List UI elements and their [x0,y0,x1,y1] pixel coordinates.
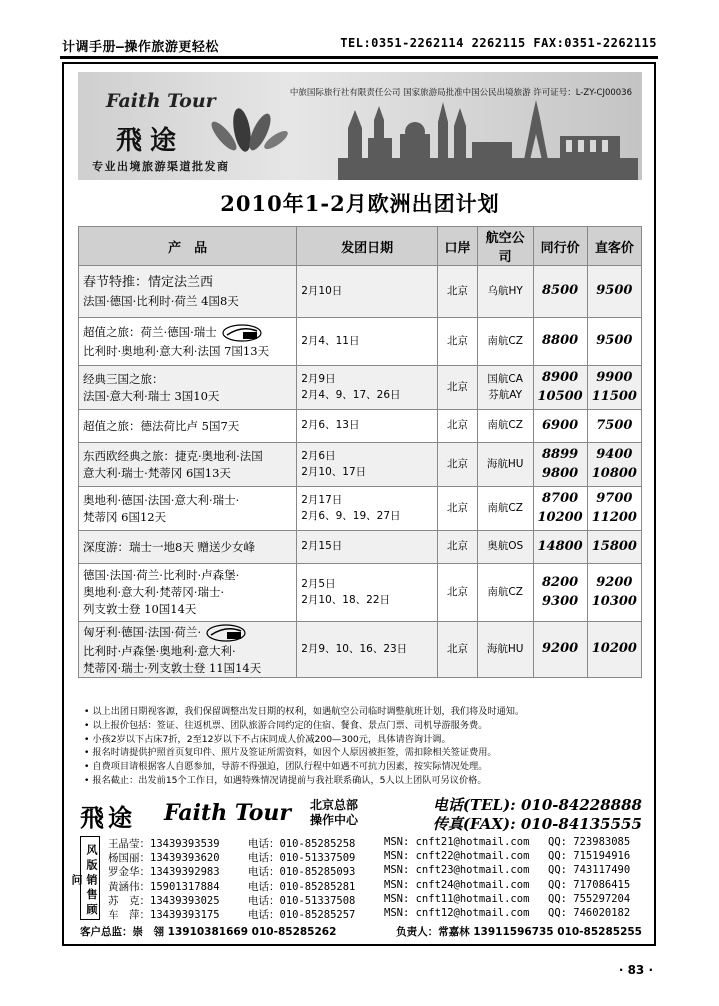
peer-price-cell [533,266,587,318]
direct-price: 11200 [591,509,637,525]
logo-chinese: 飛途 [116,126,185,156]
direct-price: 9500 [596,333,633,349]
product-line: 德国·法国·荷兰·比利时·卢森堡· [83,568,240,583]
departure-date-cell [297,266,438,318]
peer-price: 8500 [542,283,579,299]
column-header: 直客价 [587,227,641,266]
direct-price: 15800 [591,538,637,554]
contact-qq: QQ: 723983085 [548,836,631,848]
product-line: 法国·意大利·瑞士 3国10天 [83,388,220,403]
contact-tel: 电话：010-85285258 [248,838,356,850]
departure-date-cell [297,410,438,443]
port-cell: 北京 [438,366,478,410]
table-body [79,266,642,678]
note-line: • 报名截止：出发前15个工作日，如遇特殊情况请提前与我社联系确认，5人以上团队可另议价格。 [84,774,487,786]
airline: 海航HU [486,642,524,655]
table-row [79,531,642,564]
peer-price: 8800 [542,333,579,349]
peer-price: 8900 [542,369,579,385]
airline: 芬航AY [488,388,523,401]
column-header: 口岸 [438,227,478,266]
contact-name: 杨国丽：13439393620 [108,852,220,865]
hq-name [310,798,358,828]
product-line: 春节特推：情定法兰西 [83,274,214,290]
contact-qq: QQ: 717086415 [548,878,631,891]
note-line: • 报名时请提供护照首页复印件、照片及签证所需资料，如因个人原因被拒签，需扣除相关签证费用。 [84,747,497,759]
product-cell [79,443,297,487]
airline: 乌航HY [487,284,523,297]
peer-price: 8200 [542,574,579,590]
sales-side-label: 风 版 销 售 顾 问 [80,836,100,920]
note-line: • 以上出团日期视客源，我们保留调整出发日期的权利，如遇航空公司临时调整航班计划，我们将及时通知。 [84,706,525,717]
hq-contact-block [78,796,642,834]
southern-airlines-badge-icon [205,623,247,643]
airline: 南航CZ [487,419,523,432]
contact-msn: MSN: cnft21@hotmail.com [384,836,530,848]
license-text: 中旅国际旅行社有限责任公司 国家旅游局批准中国公民出境旅游 许可证号：L-ZY-CJ00036 [289,88,632,98]
airline: 国航CA [487,373,523,386]
direct-price: 11500 [591,388,637,404]
departure-date: 2月9日 [301,373,336,386]
client-director: 客户总监：崇 翎 13910381669 010-85285262 [80,926,337,938]
hq-logo-chinese: 飛途 [80,803,136,832]
peer-price: 6900 [542,417,579,433]
airline: 南航CZ [487,334,523,347]
contact-qq: QQ: 715194916 [548,850,631,863]
airline-cell [477,564,533,622]
port-cell: 北京 [438,531,478,564]
product-line: 超值之旅：德法荷比卢 5国7天 [83,418,240,433]
product-line: 梵蒂冈 6国12天 [83,509,167,524]
product-cell [79,487,297,531]
direct-price: 9900 [596,369,633,385]
product-cell [79,266,297,318]
direct-price: 7500 [596,417,633,433]
product-line: 深度游：瑞士一地8天 赠送少女峰 [83,539,255,554]
product-line: 奥地利·德国·法国·意大利·瑞士· [83,492,240,507]
contact-name: 王晶莹：13439393539 [108,838,220,850]
direct-price: 9700 [596,490,633,506]
direct-price-cell [587,266,641,318]
product-cell [79,410,297,443]
contact-msn: MSN: cnft23@hotmail.com [384,864,530,877]
contact-qq: QQ: 743117490 [548,864,631,877]
banner-slogan: 专业出境旅游渠道批发商 [92,160,230,173]
peer-price: 9800 [542,465,579,481]
terms-notes [84,705,644,788]
contact-tel: 电话：010-85285281 [248,880,356,893]
column-header: 发团日期 [297,227,438,266]
product-line: 经典三国之旅： [83,371,164,386]
product-line: 比利时·卢森堡·奥地利·意大利· [83,643,236,658]
fax-label: 传真(FAX): [432,815,516,833]
header-contact: TEL:0351-2262114 2262115 FAX:0351-2262115 [340,36,657,50]
contact-name: 黄涵伟：15901317884 [108,880,220,893]
direct-price: 10300 [591,593,637,609]
airline-cell [477,266,533,318]
airline-cell [477,443,533,487]
direct-price: 9500 [596,283,633,299]
column-header: 同行价 [533,227,587,266]
departure-date: 2月4、9、17、26日 [301,388,401,401]
departure-date-cell [297,531,438,564]
airline-cell [477,366,533,410]
note-line: • 以上报价包括：签证、往返机票、团队旅游合同约定的住宿、餐食、景点门票、司机导游服务费。 [84,719,488,731]
product-cell [79,531,297,564]
airline-cell [477,622,533,678]
direct-price-cell [587,318,641,366]
peer-price: 8899 [542,446,579,462]
product-line: 超值之旅：荷兰·德国·瑞士 [83,323,292,343]
peer-price-cell [533,564,587,622]
sales-contacts [70,834,642,922]
fax-number: 010-84135555 [520,815,642,833]
peer-price-cell [533,622,587,678]
port-cell: 北京 [438,318,478,366]
peer-price: 9300 [542,593,579,609]
direct-price-cell [587,622,641,678]
direct-price: 10800 [591,465,637,481]
product-line: 梵蒂冈·瑞士·列支敦士登 11国14天 [83,660,262,675]
contact-msn: MSN: cnft22@hotmail.com [384,850,530,863]
product-line: 比利时·奥地利·意大利·法国 7国13天 [83,344,270,359]
airline-cell [477,531,533,564]
direct-price-cell [587,443,641,487]
airline: 南航CZ [487,585,523,598]
direct-price: 9200 [596,574,633,590]
peer-price-cell [533,318,587,366]
hq-name-line1: 北京总部 [310,798,359,812]
departure-date: 2月10日 [301,284,343,297]
departure-date: 2月6日 [301,450,336,463]
departure-date-cell [297,443,438,487]
contact-tel: 电话：010-51337509 [248,852,356,865]
departure-date-cell [297,366,438,410]
product-line: 列支敦士登 10国14天 [83,601,197,616]
departure-date: 2月9、10、16、23日 [301,642,408,655]
direct-price-cell [587,487,641,531]
column-header: 产 品 [79,227,297,266]
peer-price: 10200 [537,509,583,525]
header-rule [60,56,658,59]
table-row [79,622,642,678]
departure-date: 2月10、17日 [301,465,367,478]
manager: 负责人：常嘉林 13911596735 010-85285255 [396,926,642,938]
note-line: • 小孩2岁以下占床7折，2至12岁以下不占床同成人价减200—300元，具体请咨询计调。 [84,733,451,745]
leaf-logo-icon [202,102,292,162]
peer-price: 14800 [537,538,583,554]
product-line: 匈牙利·德国·法国·荷兰· [83,623,292,643]
direct-price: 9400 [596,446,633,462]
table-header-row [79,227,642,266]
peer-price-cell [533,443,587,487]
contact-tel: 电话：010-51337508 [248,894,356,907]
product-line: 法国·德国·比利时·荷兰 4国8天 [83,293,239,308]
page-number: · 83 · [618,963,653,977]
port-cell: 北京 [438,622,478,678]
product-line: 奥地利·意大利·梵蒂冈·瑞士· [83,585,225,600]
hq-logo-english: Faith Tour [164,800,291,826]
tour-schedule-table [78,226,642,678]
airline-cell [477,410,533,443]
contact-name: 罗金华：13439392983 [108,866,220,879]
airline: 南航CZ [487,501,523,514]
header-tagline: 计调手册—操作旅游更轻松 [62,40,219,55]
table-row [79,318,642,366]
port-cell: 北京 [438,410,478,443]
peer-price: 8700 [542,490,579,506]
tel-number: 010-84228888 [520,796,642,814]
europe-skyline-icon [338,98,638,180]
table-row [79,564,642,622]
airline-cell [477,318,533,366]
airline-cell [477,487,533,531]
product-cell [79,622,297,678]
contact-msn: MSN: cnft12@hotmail.com [384,907,530,919]
departure-date: 2月4、11日 [301,334,360,347]
page-header [62,34,657,56]
contact-qq: QQ: 755297204 [548,892,631,905]
peer-price: 9200 [542,641,579,657]
table-row [79,410,642,443]
peer-price-cell [533,487,587,531]
table-row [79,266,642,318]
departure-date: 2月5日 [301,578,336,591]
contact-name: 苏 克：13439393025 [108,894,220,907]
product-cell [79,318,297,366]
peer-price: 10500 [537,388,583,404]
direct-price: 10200 [591,641,637,657]
departure-date-cell [297,564,438,622]
departure-date-cell [297,318,438,366]
hq-phones [433,796,642,834]
direct-price-cell [587,564,641,622]
page-title: 2010年1-2月欧洲出团计划 [220,191,500,216]
port-cell: 北京 [438,443,478,487]
product-cell [79,366,297,410]
column-header: 航空公司 [477,227,533,266]
airline: 奥航OS [487,540,524,553]
contact-tel: 电话：010-85285257 [248,909,356,921]
hq-name-line2: 操作中心 [310,813,359,827]
direct-price-cell [587,531,641,564]
table-row [79,366,642,410]
departure-date: 2月17日 [301,494,343,507]
faith-tour-banner [78,72,642,180]
direct-price-cell [587,410,641,443]
airline: 海航HU [486,457,524,470]
direct-price-cell [587,366,641,410]
departure-date: 2月15日 [301,540,343,553]
contact-tel: 电话：010-85285093 [248,866,356,879]
peer-price-cell [533,366,587,410]
departure-date: 2月6、9、19、27日 [301,509,401,522]
product-cell [79,564,297,622]
contact-qq: QQ: 746020182 [548,907,631,919]
note-line: • 自费项目请根据客人自愿参加，导游不得强迫，团队行程中如遇不可抗力因素，按实际情况处理。 [84,761,488,773]
product-line: 东西欧经典之旅：捷克·奥地利·法国 [83,448,263,463]
tel-label: 电话(TEL): [432,796,516,814]
peer-price-cell [533,531,587,564]
logo-english: Faith Tour [106,90,216,112]
table-row [79,487,642,531]
port-cell: 北京 [438,487,478,531]
southern-airlines-badge-icon [221,323,263,343]
product-line: 意大利·瑞士·梵蒂冈 6国13天 [83,465,231,480]
contact-msn: MSN: cnft11@hotmail.com [384,892,530,905]
contact-name: 车 萍：13439393175 [108,909,220,921]
port-cell: 北京 [438,564,478,622]
port-cell: 北京 [438,266,478,318]
departure-date-cell [297,622,438,678]
table-row [79,443,642,487]
departure-date-cell [297,487,438,531]
departure-date: 2月10、18、22日 [301,593,390,606]
contact-msn: MSN: cnft24@hotmail.com [384,878,530,891]
peer-price-cell [533,410,587,443]
departure-date: 2月6、13日 [301,419,360,432]
